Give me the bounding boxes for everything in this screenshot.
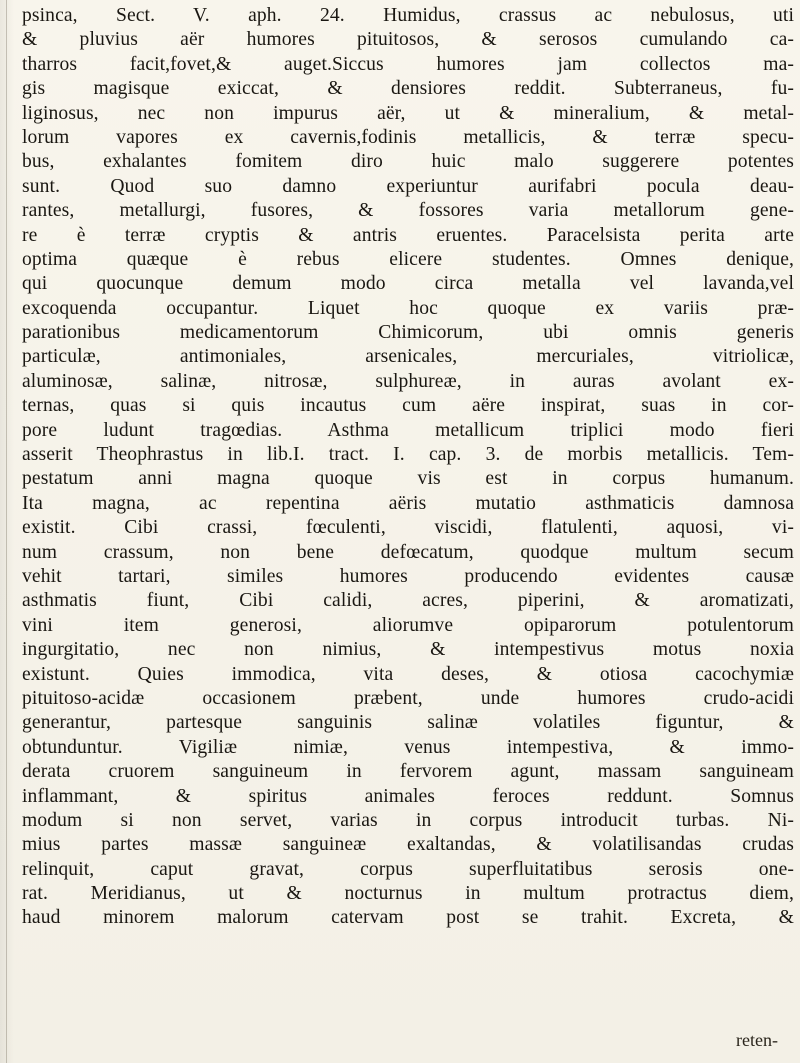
text-line: derata cruorem sanguineum in fervorem agunt, massam sanguineam [22, 761, 794, 783]
text-line: optima quæque è rebus elicere studentes. Omnes denique, [22, 248, 794, 270]
text-line: asserit Theophrastus in lib.I. tract. I. cap. 3. de morbis metallicis. Tem- [22, 444, 794, 466]
text-line: parationibus medicamentorum Chimicorum, ubi omnis generis [22, 322, 794, 344]
text-line: re è terræ cryptis & antris eruentes. Paracelsista perita arte [22, 224, 794, 246]
text-line: modum si non servet, varias in corpus introducit turbas. Ni- [22, 809, 794, 831]
text-line: pore ludunt tragœdias. Asthma metallicum triplici modo fieri [22, 419, 794, 441]
text-line: tharros facit,fovet,& auget.Siccus humores jam collectos ma- [22, 53, 794, 75]
text-line: pestatum anni magna quoque vis est in corpus humanum. [22, 468, 794, 490]
text-line: existit. Cibi crassi, fœculenti, viscidi, flatulenti, aquosi, vi- [22, 517, 794, 539]
page-gutter [6, 0, 7, 1063]
text-line: psinca, Sect. V. aph. 24. Humidus, crassus ac nebulosus, uti [22, 5, 794, 26]
text-line: num crassum, non bene defœcatum, quodque multum secum [22, 541, 794, 563]
text-line: particulæ, antimoniales, arsenicales, mercuriales, vitriolicæ, [22, 346, 794, 368]
text-line: vehit tartari, similes humores producendo evidentes causæ [22, 565, 794, 587]
text-line: qui quocunque demum modo circa metalla vel lavanda,vel [22, 273, 794, 295]
text-line: liginosus, nec non impurus aër, ut & mineralium, & metal- [22, 102, 794, 124]
text-line: pituitoso-acidæ occasionem præbent, unde humores crudo-acidi [22, 687, 794, 709]
catchword: reten- [736, 1030, 778, 1050]
text-line: asthmatis fiunt, Cibi calidi, acres, piperini, & aromatizati, [22, 590, 794, 612]
text-line: generantur, partesque sanguinis salinæ volatiles figuntur, & [22, 712, 794, 734]
body-text [22, 4, 794, 931]
text-line: aluminosæ, salinæ, nitrosæ, sulphureæ, in auras avolant ex- [22, 370, 794, 392]
text-line: existunt. Quies immodica, vita deses, & otiosa cacochymiæ [22, 663, 794, 685]
text-line: gis magisque exiccat, & densiores reddit. Subterraneus, fu- [22, 78, 794, 100]
text-line: vini item generosi, aliorumve opiparorum potulentorum [22, 614, 794, 636]
text-line: excoquenda occupantur. Liquet hoc quoque ex variis præ- [22, 297, 794, 319]
text-line: inflammant, & spiritus animales feroces reddunt. Somnus [22, 785, 794, 807]
text-line: lorum vapores ex cavernis,fodinis metallicis, & terræ specu- [22, 126, 794, 148]
text-line: rat. Meridianus, ut & nocturnus in multum protractus diem, [22, 883, 794, 905]
text-line: relinquit, caput gravat, corpus superfluitatibus serosis one- [22, 858, 794, 880]
text-line: obtunduntur. Vigiliæ nimiæ, venus intempestiva, & immo- [22, 736, 794, 758]
text-line: & pluvius aër humores pituitosos, & serosos cumulando ca- [22, 29, 794, 51]
text-line: mius partes massæ sanguineæ exaltandas, & volatilisandas crudas [22, 834, 794, 856]
text-line: bus, exhalantes fomitem diro huic malo suggerere potentes [22, 151, 794, 173]
text-line: ingurgitatio, nec non nimius, & intempestivus motus noxia [22, 639, 794, 661]
text-line: sunt. Quod suo damno experiuntur aurifabri pocula deau- [22, 175, 794, 197]
text-line: ternas, quas si quis incautus cum aëre inspirat, suas in cor- [22, 395, 794, 417]
text-line: rantes, metallurgi, fusores, & fossores varia metallorum gene- [22, 200, 794, 222]
text-line: haud minorem malorum catervam post se trahit. Excreta, & [22, 907, 794, 929]
text-line: Ita magna, ac repentina aëris mutatio asthmaticis damnosa [22, 492, 794, 514]
